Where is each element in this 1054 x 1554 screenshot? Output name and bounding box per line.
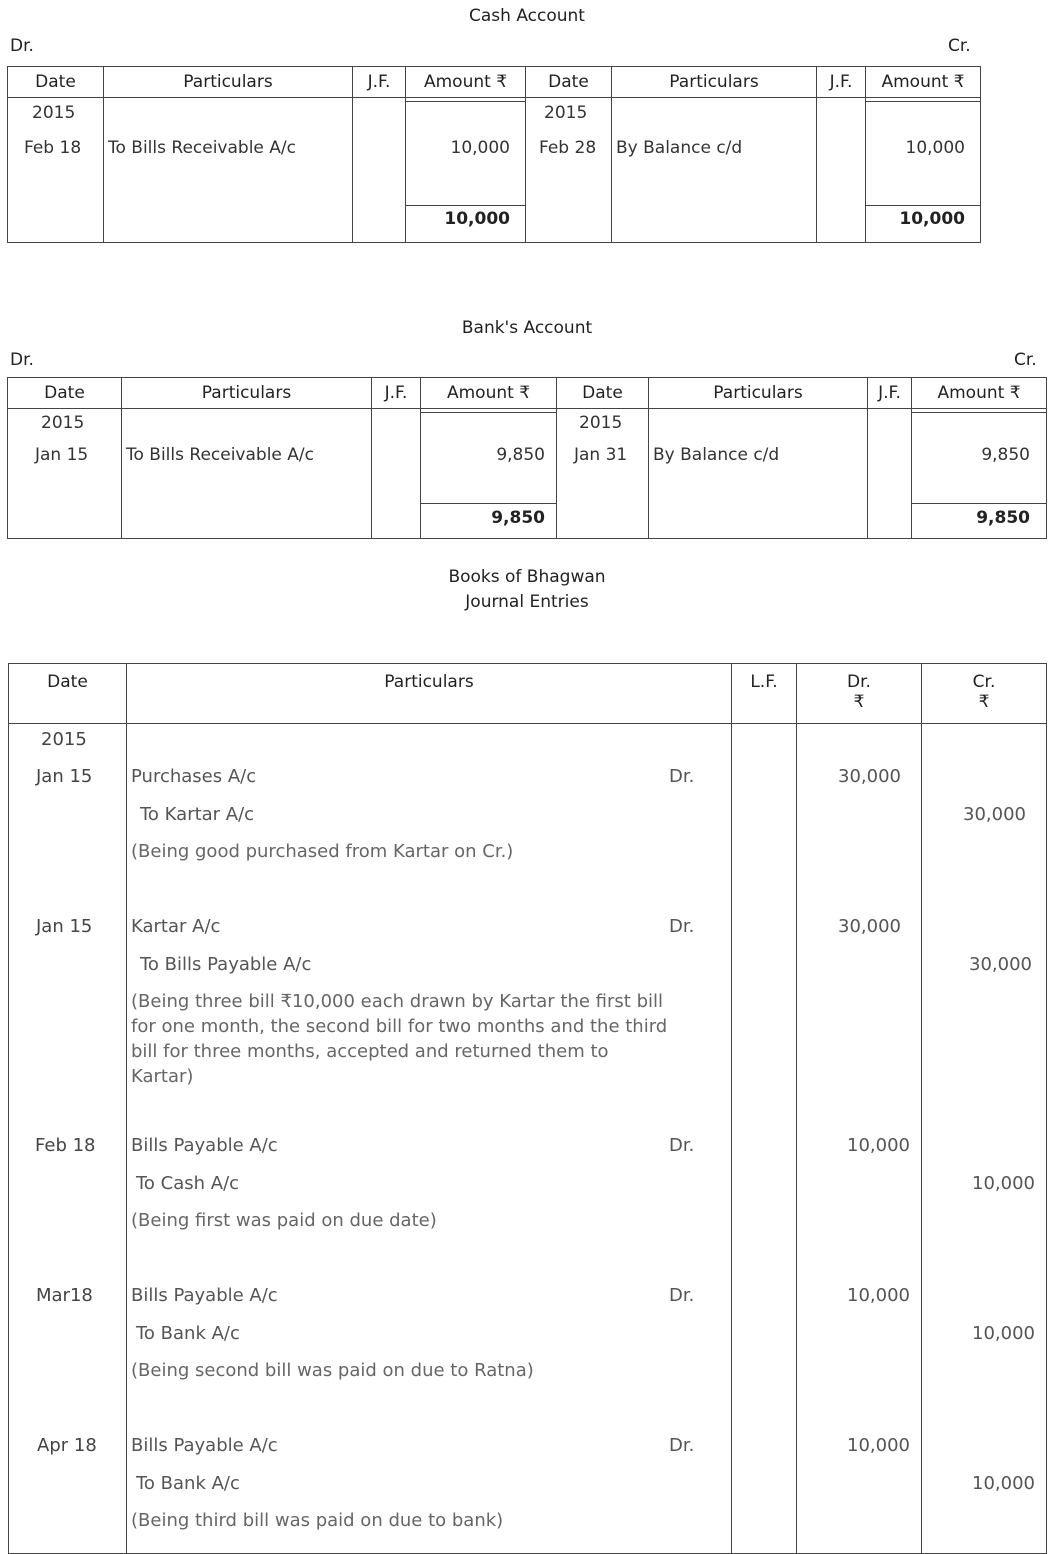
bank-dr-total: 9,850: [491, 508, 545, 528]
cash-dr-label: Dr.: [10, 36, 34, 56]
entry-3-dr-amount: 10,000: [847, 1135, 910, 1156]
journal-header-cr-currency: ₹: [978, 692, 990, 712]
cash-dr-date-cell: [8, 98, 104, 243]
cash-header-jf-cr: J.F.: [817, 67, 866, 98]
cash-cr-label: Cr.: [948, 36, 971, 56]
journal-subtitle: Journal Entries: [465, 592, 589, 612]
entry-3-narration: (Being first was paid on due date): [131, 1210, 437, 1231]
cash-header-date-cr: Date: [526, 67, 612, 98]
journal-header-dr-label: Dr.: [847, 672, 871, 692]
bank-cr-amount: 9,850: [981, 445, 1030, 465]
entry-3-dr-mark: Dr.: [669, 1135, 695, 1156]
entry-1-date: Jan 15: [36, 766, 93, 787]
entry-1-debit-account: Purchases A/c: [131, 766, 257, 787]
cash-dr-amount-cell: [406, 98, 526, 243]
cash-cr-jf-cell: [817, 98, 866, 243]
journal-header-cr-label: Cr.: [972, 672, 996, 692]
cash-header-jf-dr: J.F.: [353, 67, 406, 98]
cash-cr-year: 2015: [544, 103, 588, 123]
entry-1-credit-account: To Kartar A/c: [140, 804, 255, 825]
cash-cr-particulars: By Balance c/d: [616, 138, 743, 158]
journal-cr-amount-cell: [922, 724, 1047, 1554]
journal-header-dr: [797, 664, 922, 724]
entry-5-dr-amount: 10,000: [847, 1435, 910, 1456]
bank-header-jf-cr: J.F.: [868, 378, 912, 409]
bank-dr-date-cell: [8, 409, 122, 539]
bank-account-table: [7, 377, 1047, 539]
journal-date-cell: [9, 724, 127, 1554]
entry-4-debit-account: Bills Payable A/c: [131, 1285, 278, 1306]
cash-header-row: [8, 67, 981, 98]
entry-5-cr-amount: 10,000: [972, 1473, 1035, 1494]
entry-4-cr-amount: 10,000: [972, 1323, 1035, 1344]
entry-3-cr-amount: 10,000: [972, 1173, 1035, 1194]
journal-title: Books of Bhagwan: [448, 567, 606, 587]
entry-2-dr-mark: Dr.: [669, 916, 695, 937]
bank-header-jf-dr: J.F.: [372, 378, 421, 409]
cash-cr-date: Feb 28: [539, 138, 597, 158]
bank-dr-amount-cell: [421, 409, 557, 539]
journal-header-dr-currency: ₹: [853, 692, 865, 712]
cash-dr-total: 10,000: [444, 209, 510, 229]
bank-header-particulars-cr: Particulars: [649, 378, 868, 409]
cash-account-title: Cash Account: [469, 6, 585, 26]
journal-header-date: Date: [9, 664, 127, 724]
bank-dr-jf-cell: [372, 409, 421, 539]
cash-header-amount-dr: Amount ₹: [406, 67, 526, 98]
entry-4-narration: (Being second bill was paid on due to Ratna): [131, 1360, 534, 1381]
cash-header-date-dr: Date: [8, 67, 104, 98]
cash-dr-amount: 10,000: [450, 138, 510, 158]
journal-year: 2015: [41, 729, 87, 750]
bank-cr-total: 9,850: [976, 508, 1030, 528]
entry-2-debit-account: Kartar A/c: [131, 916, 221, 937]
cash-cr-date-cell: [526, 98, 612, 243]
cash-header-particulars-dr: Particulars: [104, 67, 353, 98]
cash-cr-total: 10,000: [899, 209, 965, 229]
entry-4-date: Mar18: [36, 1285, 93, 1306]
journal-header-particulars: Particulars: [127, 664, 732, 724]
bank-header-date-cr: Date: [557, 378, 649, 409]
entry-4-credit-account: To Bank A/c: [136, 1323, 240, 1344]
bank-dr-amount: 9,850: [496, 445, 545, 465]
bank-cr-date-cell: [557, 409, 649, 539]
bank-dr-year: 2015: [41, 413, 85, 433]
bank-cr-amount-cell: [912, 409, 1047, 539]
entry-1-dr-amount: 30,000: [838, 766, 901, 787]
entry-4-dr-amount: 10,000: [847, 1285, 910, 1306]
cash-dr-particulars: To Bills Receivable A/c: [108, 138, 296, 158]
bank-account-title: Bank's Account: [461, 318, 593, 338]
entry-2-credit-account: To Bills Payable A/c: [140, 954, 312, 975]
entry-4-dr-mark: Dr.: [669, 1285, 695, 1306]
cash-cr-amount: 10,000: [905, 138, 965, 158]
cash-account-table: [7, 66, 981, 243]
cash-cr-amount-cell: [866, 98, 981, 243]
bank-cr-jf-cell: [868, 409, 912, 539]
bank-cr-date: Jan 31: [574, 445, 628, 465]
journal-dr-amount-cell: [797, 724, 922, 1554]
journal-header-cr: [922, 664, 1047, 724]
bank-header-particulars-dr: Particulars: [122, 378, 372, 409]
entry-5-credit-account: To Bank A/c: [136, 1473, 240, 1494]
bank-body-row: [8, 409, 1047, 539]
cash-dr-jf-cell: [353, 98, 406, 243]
entry-1-narration: (Being good purchased from Kartar on Cr.): [131, 841, 514, 862]
bank-header-date-dr: Date: [8, 378, 122, 409]
entry-3-date: Feb 18: [35, 1135, 96, 1156]
journal-body-row: [9, 724, 1047, 1554]
bank-header-amount-dr: Amount ₹: [421, 378, 557, 409]
cash-body-row: [8, 98, 981, 243]
entry-5-dr-mark: Dr.: [669, 1435, 695, 1456]
journal-particulars-cell: [127, 724, 732, 1554]
cash-header-amount-cr: Amount ₹: [866, 67, 981, 98]
entry-3-debit-account: Bills Payable A/c: [131, 1135, 278, 1156]
entry-5-debit-account: Bills Payable A/c: [131, 1435, 278, 1456]
bank-dr-date: Jan 15: [35, 445, 89, 465]
entry-3-credit-account: To Cash A/c: [136, 1173, 240, 1194]
bank-dr-label: Dr.: [10, 350, 34, 370]
entry-2-dr-amount: 30,000: [838, 916, 901, 937]
journal-header-lf: L.F.: [732, 664, 797, 724]
bank-cr-label: Cr.: [1014, 350, 1037, 370]
entry-2-cr-amount: 30,000: [969, 954, 1032, 975]
entry-2-date: Jan 15: [36, 916, 93, 937]
bank-dr-particulars: To Bills Receivable A/c: [126, 445, 314, 465]
bank-header-amount-cr: Amount ₹: [912, 378, 1047, 409]
entry-5-narration: (Being third bill was paid on due to bank): [131, 1510, 504, 1531]
bank-dr-particulars-cell: [122, 409, 372, 539]
bank-cr-year: 2015: [579, 413, 623, 433]
bank-cr-particulars-cell: [649, 409, 868, 539]
journal-table: [8, 663, 1047, 1554]
entry-1-cr-amount: 30,000: [963, 804, 1026, 825]
entry-5-date: Apr 18: [37, 1435, 97, 1456]
cash-dr-year: 2015: [32, 103, 76, 123]
cash-header-particulars-cr: Particulars: [612, 67, 817, 98]
entry-1-dr-mark: Dr.: [669, 766, 695, 787]
journal-lf-cell: [732, 724, 797, 1554]
bank-header-row: [8, 378, 1047, 409]
entry-2-narration: (Being three bill ₹10,000 each drawn by Kartar the first bill for one month, the second bill for two months and the third bill for three months, accepted and returned them to Kartar): [131, 991, 668, 1087]
cash-dr-date: Feb 18: [24, 138, 82, 158]
bank-cr-particulars: By Balance c/d: [653, 445, 780, 465]
cash-dr-particulars-cell: [104, 98, 353, 243]
cash-cr-particulars-cell: [612, 98, 817, 243]
journal-header-row: [9, 664, 1047, 724]
